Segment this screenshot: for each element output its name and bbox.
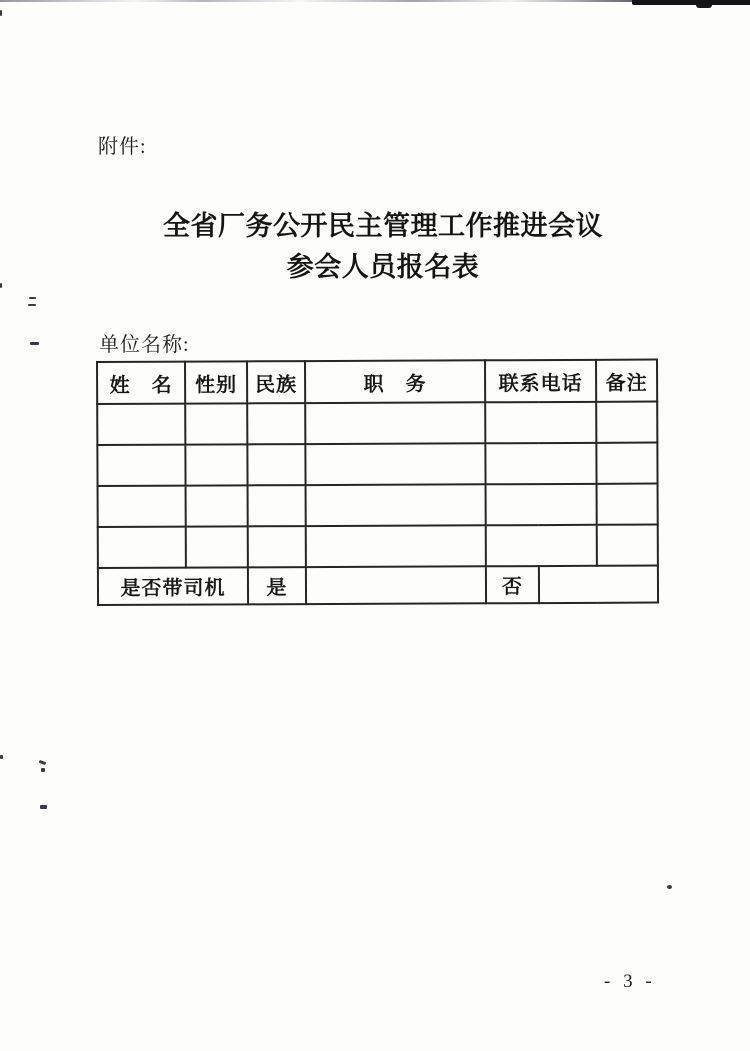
empty-cell [485,402,596,443]
table-row [97,402,657,445]
scan-speck [0,283,2,288]
empty-cell [486,484,597,525]
unit-name-label: 单位名称: [99,334,190,356]
empty-cell [305,443,485,485]
empty-cell [596,443,657,484]
empty-cell [247,403,305,444]
empty-cell [185,444,247,485]
header-phone: 联系电话 [485,360,596,402]
header-position: 职 务 [305,360,485,403]
scan-speck [0,10,2,16]
document-title [8,206,750,288]
scan-corner-artifact [632,0,750,5]
driver-no-cell [539,566,658,604]
scan-speck [29,297,36,299]
table-row [98,484,658,527]
empty-cell [486,525,597,566]
empty-cell [248,526,306,567]
header-remarks: 备注 [596,360,657,402]
empty-cell [485,443,596,484]
document-title-line1: 全省厂务公开民主管理工作推进会议 [163,211,603,241]
empty-cell [186,485,248,526]
scan-speck [0,755,3,759]
empty-cell [97,445,185,486]
empty-cell [306,525,486,567]
driver-yes-label: 是 [248,567,306,604]
empty-cell [247,444,305,485]
empty-cell [306,484,486,526]
empty-cell [305,402,485,444]
scan-speck [39,760,47,765]
scan-speck [30,342,39,345]
registration-table-wrap [96,359,659,606]
driver-question-label: 是否带司机 [98,567,248,605]
empty-cell [248,485,306,526]
scan-speck [667,885,672,889]
driver-row [98,566,658,605]
empty-cell [98,486,186,527]
header-ethnicity: 民族 [247,361,305,403]
document-title-line2: 参会人员报名表 [286,252,480,282]
registration-table [96,359,659,606]
header-row [97,360,657,404]
scan-speck [28,304,36,306]
header-name: 姓 名 [97,362,185,404]
empty-cell [597,484,658,525]
empty-cell [185,403,247,444]
scan-speck [41,768,45,772]
driver-yes-cell [306,566,486,604]
page-number: - 3 - [604,971,656,992]
empty-cell [186,526,248,567]
empty-cell [597,525,658,566]
header-gender: 性别 [185,361,247,403]
scan-corner-artifact [696,4,712,8]
scan-speck [40,805,47,809]
driver-no-label: 否 [486,566,539,603]
table-row [97,443,657,486]
empty-cell [596,402,657,443]
empty-cell [97,404,185,445]
table-row [98,525,658,568]
empty-cell [98,527,186,568]
attachment-label: 附件: [98,136,147,158]
